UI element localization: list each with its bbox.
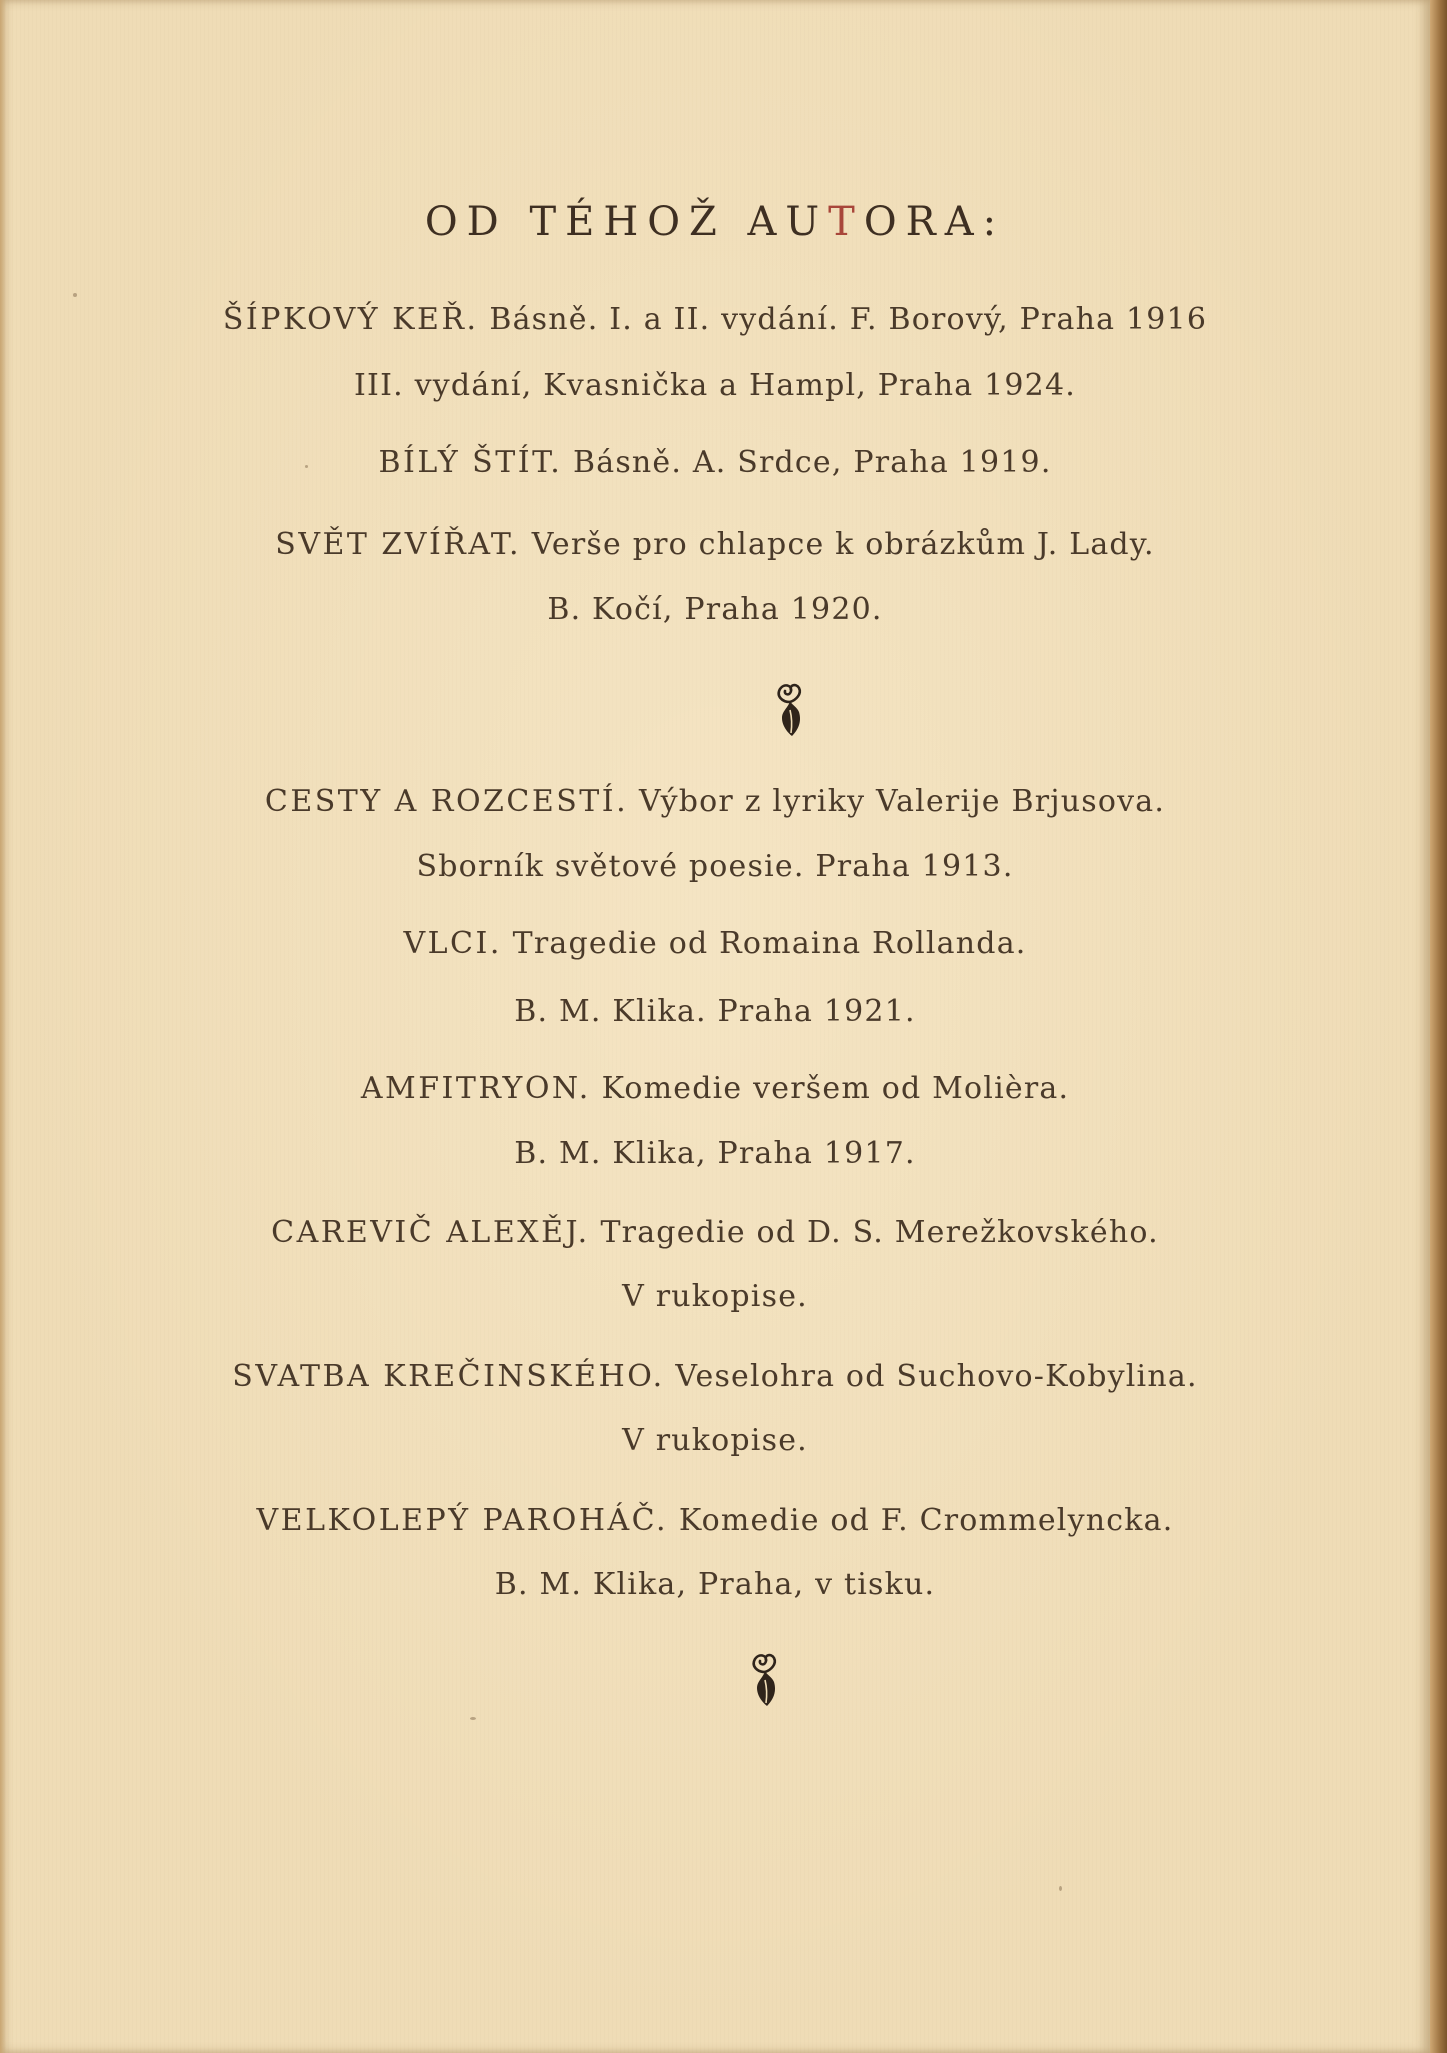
entry-title: SVĚT ZVÍŘAT.: [275, 527, 522, 562]
page-heading: [0, 199, 1430, 245]
entry-details: B. M. Klika. Praha 1921.: [514, 994, 916, 1029]
entry-details: Komedie od F. Crommelyncka.: [678, 1503, 1174, 1538]
entry-line: [0, 1357, 1430, 1397]
entry-line: [0, 300, 1430, 340]
paper-speck: [1059, 1886, 1062, 1891]
entry-details: III. vydání, Kvasnička a Hampl, Praha 1924.: [354, 368, 1076, 403]
entry-details: Výbor z lyriky Valerije Brjusova.: [638, 784, 1166, 819]
entry-line: [0, 1134, 1430, 1174]
entry-line: [0, 1421, 1430, 1461]
entry-details: Veselohra od Suchovo-Kobylina.: [675, 1359, 1198, 1394]
entry-line: [0, 782, 1430, 822]
entry-details: V rukopise.: [622, 1279, 808, 1314]
entry-details: Tragedie od Romaina Rollanda.: [512, 926, 1027, 961]
entry-details: B. Kočí, Praha 1920.: [547, 592, 883, 627]
entry-details: Tragedie od D. S. Merežkovského.: [600, 1215, 1159, 1250]
entry-line: [0, 847, 1430, 887]
heading-accent-letter: T: [828, 199, 864, 245]
entry-line: [0, 366, 1430, 406]
entry-details: Verše pro chlapce k obrázkům J. Lady.: [531, 527, 1155, 562]
entry-line: [0, 443, 1430, 483]
fleuron-icon: [743, 1648, 787, 1708]
entry-details: Básně. I. a II. vydání. F. Borový, Praha 1916: [489, 302, 1208, 337]
page-right-edge: [1430, 0, 1447, 2053]
entry-title: AMFITRYON.: [360, 1071, 591, 1106]
heading-part: ORA:: [863, 199, 1006, 245]
entry-title: ŠÍPKOVÝ KEŘ.: [222, 302, 479, 337]
paper-speck: [470, 1717, 476, 1720]
entry-line: [0, 1565, 1430, 1605]
entry-title: CAREVIČ ALEXĚJ.: [271, 1215, 590, 1250]
entry-line: [0, 590, 1430, 630]
paper-speck: [305, 465, 308, 468]
entry-details: Básně. A. Srdce, Praha 1919.: [572, 445, 1052, 480]
entry-details: Sborník světové poesie. Praha 1913.: [416, 849, 1014, 884]
heading-part: OD TÉHOŽ AU: [424, 199, 829, 245]
entry-title: BÍLÝ ŠTÍT.: [378, 445, 563, 480]
entry-line: [0, 1277, 1430, 1317]
entry-title: CESTY A ROZCESTÍ.: [264, 784, 629, 819]
entry-line: [0, 1501, 1430, 1541]
paper-speck: [73, 293, 77, 297]
entry-line: [0, 1213, 1430, 1253]
entry-details: B. M. Klika, Praha, v tisku.: [494, 1567, 936, 1602]
entry-title: SVATBA KREČINSKÉHO.: [232, 1359, 665, 1394]
entry-line: [0, 924, 1430, 964]
entry-title: VLCI.: [403, 926, 502, 961]
entry-details: B. M. Klika, Praha 1917.: [514, 1136, 916, 1171]
fleuron-icon: [768, 678, 812, 738]
entry-title: VELKOLEPÝ PAROHÁČ.: [256, 1503, 669, 1538]
entry-details: Komedie veršem od Molièra.: [601, 1071, 1070, 1106]
entry-details: V rukopise.: [622, 1423, 808, 1458]
entry-line: [0, 1069, 1430, 1109]
entry-line: [0, 992, 1430, 1032]
entry-line: [0, 525, 1430, 565]
